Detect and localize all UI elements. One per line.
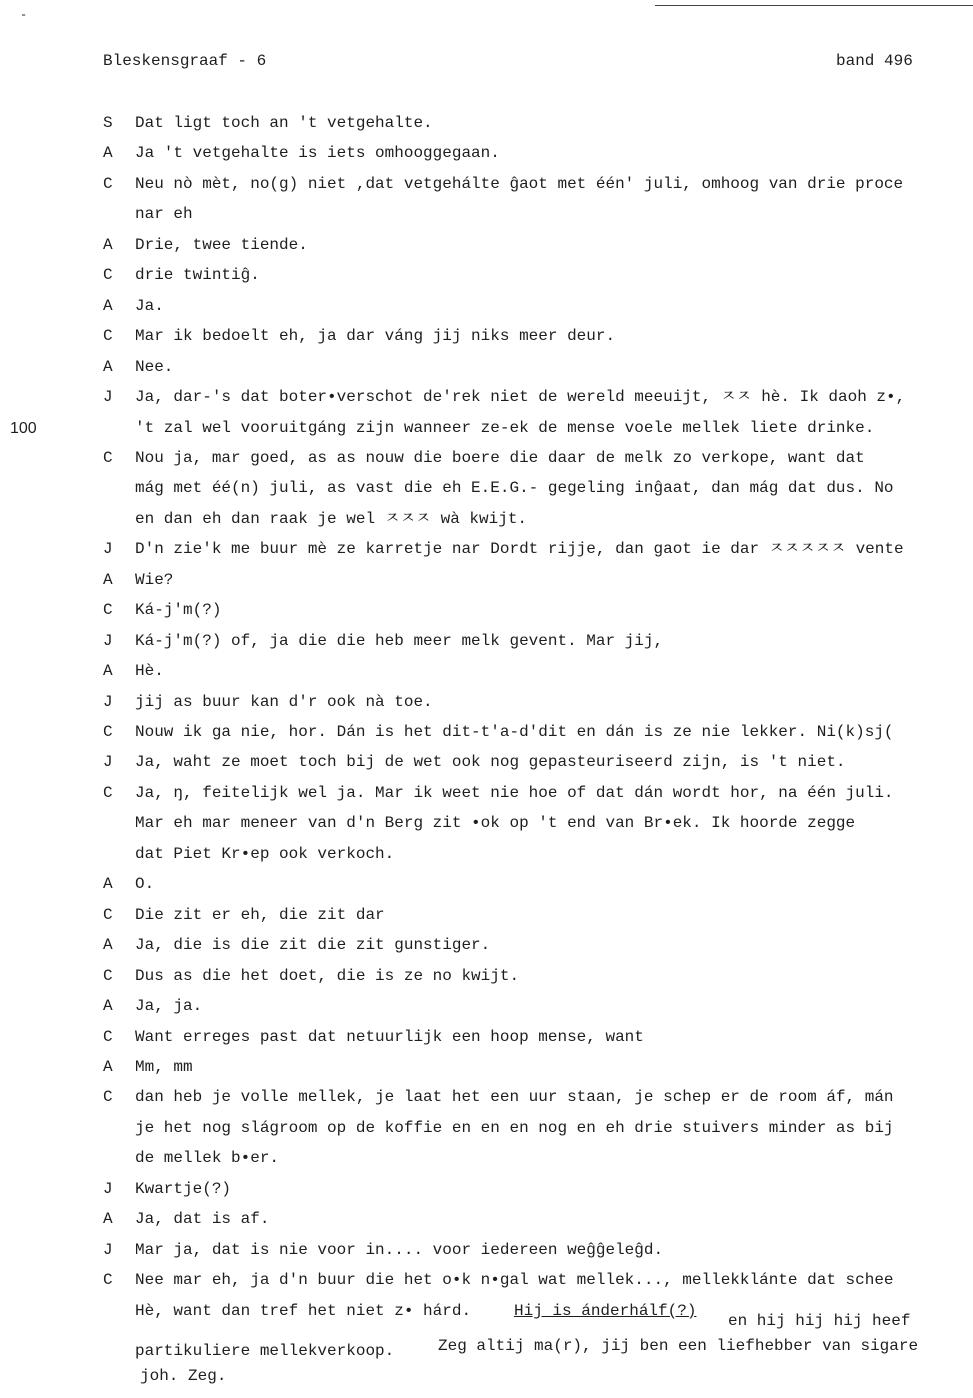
- transcript-line: [0, 477, 973, 499]
- utterance-text: Want erreges past dat netuurlijk een hoop mense, want: [135, 1027, 644, 1046]
- utterance-text: Ja, dar-'s dat boter•verschot de'rek niet de wereld meeuijt, ㅈㅈ hè. Ik daoh z•,: [135, 388, 906, 407]
- utterance-text: en dan eh dan raak je wel ㅈㅈㅈ wà kwijt.: [135, 509, 528, 528]
- utterance-text: Dus as die het doet, die is ze no kwijt.: [135, 966, 520, 985]
- utterance-text: je het nog slágroom op de koffie en en en nog en eh drie stuivers minder as bij: [135, 1118, 894, 1137]
- utterance-text: Ja, dat is af.: [135, 1210, 270, 1229]
- speaker-label: C: [103, 448, 113, 467]
- speaker-label: C: [103, 1271, 113, 1290]
- utterance-text: dat Piet Kr•ep ook verkoch.: [135, 844, 395, 863]
- utterance-text: Hè.: [135, 662, 164, 681]
- speaker-label: A: [103, 1057, 113, 1076]
- transcript-line: [0, 965, 973, 987]
- speaker-label: A: [103, 144, 113, 163]
- speaker-label: C: [103, 1027, 113, 1046]
- corner-mark: -: [20, 8, 28, 22]
- speaker-label: C: [103, 601, 113, 620]
- utterance-text: jij as buur kan d'r ook nà toe.: [135, 692, 433, 711]
- speaker-label: S: [103, 114, 113, 132]
- transcript-line: [0, 325, 973, 347]
- transcript-line: [0, 356, 973, 378]
- speaker-label: A: [103, 1210, 113, 1229]
- speaker-label: A: [103, 357, 113, 376]
- transcript-line: [0, 508, 973, 530]
- last-line-start: Hè, want dan tref het niet z• hárd.: [135, 1301, 472, 1320]
- speaker-label: J: [103, 631, 113, 650]
- speaker-label: A: [103, 936, 113, 955]
- utterance-text: Wie?: [135, 570, 174, 589]
- utterance-text: Ja, die is die zit die zit gunstiger.: [135, 936, 491, 955]
- speaker-label: J: [103, 1240, 113, 1259]
- closing-line-a: partikuliere mellekverkoop.: [135, 1342, 395, 1360]
- transcript-line: [0, 1178, 973, 1200]
- speaker-label: J: [103, 388, 113, 407]
- utterance-text: Dat ligt toch an 't vetgehalte.: [135, 114, 433, 132]
- transcript-line: [0, 691, 973, 713]
- utterance-text: Mar ik bedoelt eh, ja dar váng jij niks meer deur.: [135, 327, 616, 346]
- speaker-label: C: [103, 723, 113, 741]
- utterance-text: Nee.: [135, 357, 174, 376]
- utterance-text: Ja, waht ze moet toch bij de wet ook nog gepasteuriseerd zijn, is 't niet.: [135, 753, 846, 772]
- transcript-line: [0, 386, 973, 408]
- top-rule: [655, 5, 973, 6]
- header-title: Bleskensgraaf - 6: [103, 52, 267, 70]
- transcript-line: [0, 173, 973, 195]
- closing-line-b: joh. Zeg.: [140, 1367, 227, 1385]
- utterance-text: Nou ja, mar goed, as as nouw die boere die daar de melk zo verkope, want dat: [135, 448, 865, 467]
- utterance-text: nar eh: [135, 205, 193, 224]
- utterance-text: mág met éé(n) juli, as vast die eh E.E.G.- gegeling inĝaat, dan mág dat dus. No: [135, 479, 894, 498]
- utterance-text: Ká-j'm(?) of, ja die die heb meer melk gevent. Mar jij,: [135, 631, 664, 650]
- utterance-text: Mar eh mar meneer van d'n Berg zit •ok op 't end van Br•ek. Ik hoorde zegge: [135, 814, 856, 833]
- utterance-text: Ja, ja.: [135, 997, 203, 1016]
- speaker-label: J: [103, 692, 113, 711]
- transcript-line: [0, 264, 973, 286]
- underlined-phrase: Hij is ánderhálf(?): [514, 1302, 697, 1320]
- speaker-label: A: [103, 662, 113, 681]
- transcript-line: [0, 417, 973, 439]
- utterance-text: Nouw ik ga nie, hor. Dán is het dit-t'a-d'dit en dán is ze nie lekker. Ni(k)sj(: [135, 723, 894, 741]
- transcript-line: [0, 234, 973, 256]
- transcript-line: [0, 569, 973, 591]
- transcript-line: [0, 142, 973, 164]
- utterance-text: 't zal wel vooruitgáng zijn wanneer ze-ek de mense voele mellek liete drinke.: [135, 418, 875, 437]
- utterance-text: dan heb je volle mellek, je laat het een uur staan, je schep er de room áf, mán: [135, 1088, 894, 1107]
- speaker-label: A: [103, 997, 113, 1016]
- last-line-continuation: en hij hij hij heef: [728, 1312, 911, 1330]
- speaker-label: A: [103, 875, 113, 894]
- margin-line-number: 100: [10, 420, 37, 437]
- transcript-line: [0, 1208, 973, 1230]
- transcript-line: [0, 904, 973, 926]
- transcript-line: [0, 843, 973, 865]
- speaker-label: A: [103, 296, 113, 315]
- speaker-label: J: [103, 540, 113, 559]
- transcript-line: [0, 1239, 973, 1261]
- transcript-line: [0, 599, 973, 621]
- speaker-label: C: [103, 783, 113, 802]
- utterance-text: drie twintiĝ.: [135, 266, 260, 285]
- utterance-text: Ja.: [135, 296, 164, 315]
- header-tape-number: band 496: [836, 52, 913, 70]
- transcript-line: [0, 751, 973, 773]
- transcript-line: [0, 1147, 973, 1169]
- transcript-line: [0, 660, 973, 682]
- transcript-line: [0, 630, 973, 652]
- utterance-text: Mm, mm: [135, 1057, 193, 1076]
- closing-line-a-continuation: Zeg altij ma(r), jij ben een liefhebber van sigare: [438, 1337, 919, 1355]
- utterance-text: Drie, twee tiende.: [135, 235, 308, 254]
- speaker-label: C: [103, 327, 113, 346]
- utterance-text: Nee mar eh, ja d'n buur die het o•k n•gal wat mellek..., mellekklánte dat schee: [135, 1271, 894, 1290]
- transcript-line: [0, 782, 973, 804]
- transcript-line: [0, 1056, 973, 1078]
- transcript-line: [0, 1117, 973, 1139]
- speaker-label: C: [103, 174, 113, 193]
- utterance-text: Kwartje(?): [135, 1179, 232, 1198]
- speaker-label: A: [103, 235, 113, 254]
- speaker-label: J: [103, 1179, 113, 1198]
- transcript-line: [0, 873, 973, 895]
- transcript-line: [0, 295, 973, 317]
- utterance-text: Ja 't vetgehalte is iets omhooggegaan.: [135, 144, 500, 163]
- utterance-text: Neu nò mèt, no(g) niet ,dat vetgehálte ĝaot met één' juli, omhoog van drie proce: [135, 174, 904, 193]
- transcript-line: [0, 1026, 973, 1048]
- transcript-line: [0, 721, 973, 743]
- speaker-label: A: [103, 570, 113, 589]
- utterance-text: Ja, ŋ, feitelijk wel ja. Mar ik weet nie hoe of dat dán wordt hor, na één juli.: [135, 783, 894, 802]
- speaker-label: J: [103, 753, 113, 772]
- utterance-text: Ká-j'm(?): [135, 601, 222, 620]
- utterance-text: Mar ja, dat is nie voor in.... voor iedereen weĝĝeleĝd.: [135, 1240, 664, 1259]
- utterance-text: de mellek b•er.: [135, 1149, 280, 1168]
- speaker-label: C: [103, 266, 113, 285]
- transcript-line: [0, 112, 973, 134]
- transcript-line: [0, 538, 973, 560]
- utterance-text: D'n zie'k me buur mè ze karretje nar Dordt rijje, dan gaot ie dar ㅈㅈㅈㅈㅈ vente: [135, 540, 904, 559]
- transcript-line: [0, 934, 973, 956]
- transcript-line: [0, 1269, 973, 1291]
- transcript-line: [0, 203, 973, 225]
- transcript-line: [0, 812, 973, 834]
- utterance-text: Die zit er eh, die zit dar: [135, 905, 385, 924]
- speaker-label: C: [103, 966, 113, 985]
- transcript-line: [0, 995, 973, 1017]
- speaker-label: C: [103, 905, 113, 924]
- utterance-text: O.: [135, 875, 155, 894]
- speaker-label: C: [103, 1088, 113, 1107]
- transcript-line: [0, 1086, 973, 1108]
- transcript-line: [0, 447, 973, 469]
